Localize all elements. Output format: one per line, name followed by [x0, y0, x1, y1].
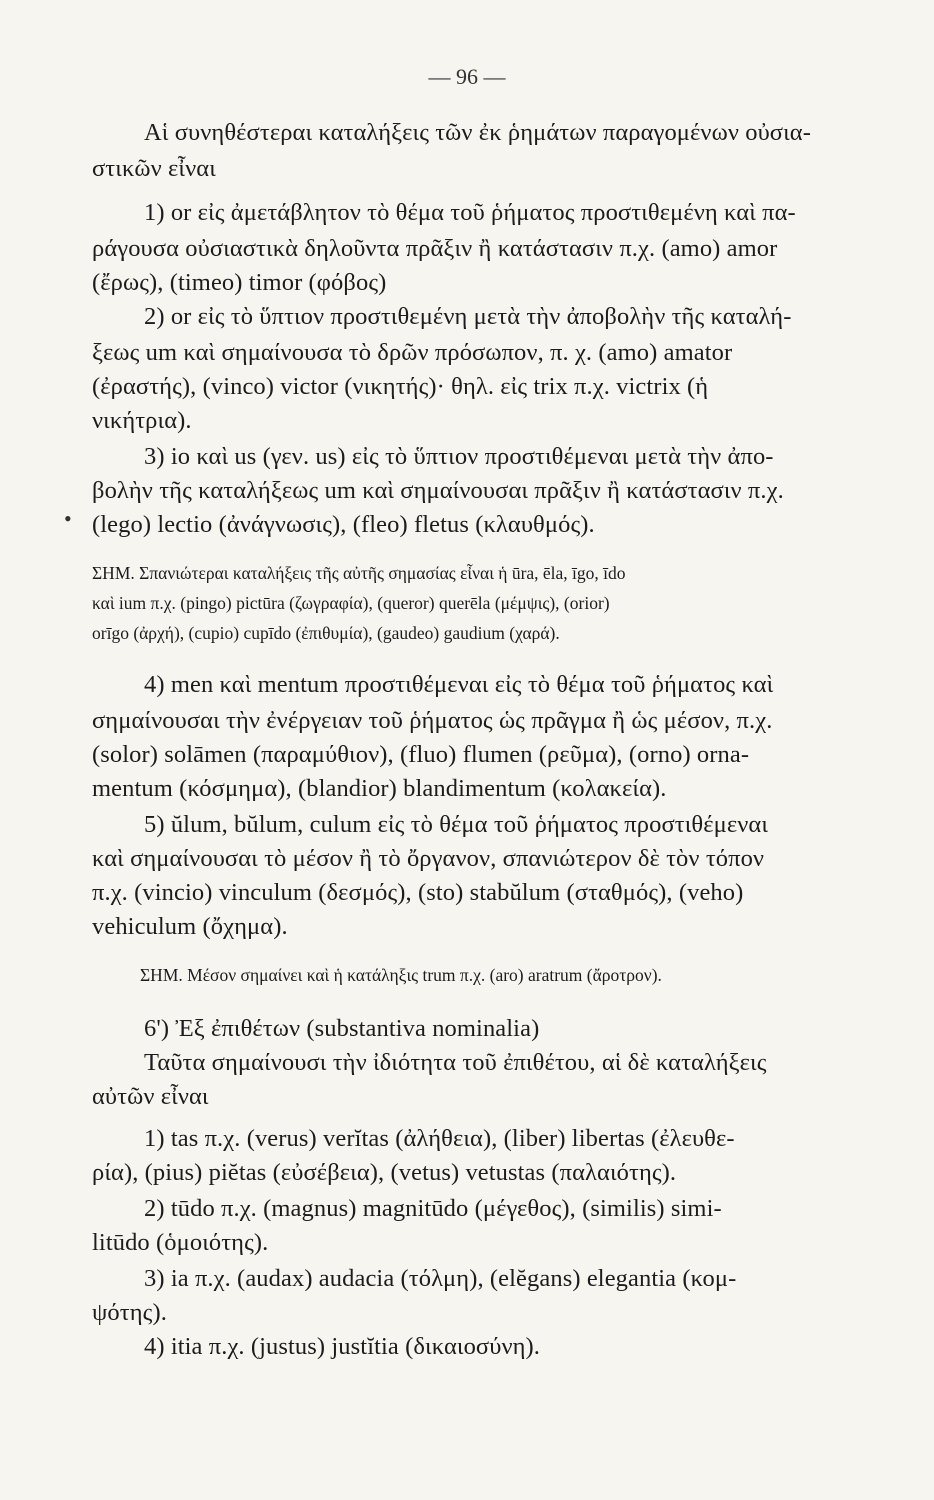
- text-line: mentum (κόσμημα), (blandior) blandimentum (κολακεία).: [92, 775, 667, 802]
- text-line: 4) men καὶ mentum προστιθέμεναι εἰς τὸ θέμα τοῦ ῥήματος καὶ: [144, 671, 774, 698]
- text-line: 5) ŭlum, bŭlum, culum εἰς τὸ θέμα τοῦ ῥήματος προστιθέμεναι: [144, 811, 769, 838]
- note-line: orīgo (ἀρχή), (cupio) cupīdo (ἐπιθυμία), (gaudeo) gaudium (χαρά).: [92, 623, 560, 643]
- text-line: 1) or εἰς ἀμετάβλητον τὸ θέμα τοῦ ῥήματος προστιθεμένη καὶ πα-: [144, 199, 796, 226]
- text-line: νικήτρια).: [92, 407, 192, 434]
- text-line: 3) ia π.χ. (audax) audacia (τόλμη), (elĕgans) elegantia (κομ-: [144, 1265, 737, 1292]
- text-line: vehiculum (ὄχημα).: [92, 913, 288, 940]
- note-line: καὶ ium π.χ. (pingo) pictūra (ζωγραφία), (queror) querēla (μέμψις), (orior): [92, 593, 610, 613]
- text-line: 2) tūdo π.χ. (magnus) magnitūdo (μέγεθος), (similis) simi-: [144, 1195, 722, 1222]
- text-line: (solor) solāmen (παραμύθιον), (fluo) flumen (ρεῦμα), (orno) orna-: [92, 741, 750, 768]
- text-line: βολὴν τῆς καταλήξεως um καὶ σημαίνουσαι πρᾶξιν ἢ κατάστασιν π.χ.: [92, 477, 784, 504]
- text-line: π.χ. (vincio) vinculum (δεσμός), (sto) stabŭlum (σταθμός), (veho): [92, 879, 744, 906]
- text-line: σημαίνουσαι τὴν ἐνέργειαν τοῦ ῥήματος ὡς πρᾶγμα ἢ ὡς μέσον, π.χ.: [92, 707, 773, 734]
- text-line: καὶ σημαίνουσαι τὸ μέσον ἢ τὸ ὄργανον, σπανιώτερον δὲ τὸν τόπον: [92, 845, 765, 872]
- text-line: (ἐραστής), (vinco) victor (νικητής)· θηλ. εἰς trix π.χ. victrix (ἡ: [92, 373, 709, 400]
- text-line: Αἱ συνηθέστεραι καταλήξεις τῶν ἐκ ῥημάτων παραγομένων οὐσια-: [144, 119, 811, 146]
- page-number: — 96 —: [428, 64, 506, 89]
- text-line: 1) tas π.χ. (verus) verĭtas (ἀλήθεια), (liber) libertas (ἐλευθε-: [144, 1125, 735, 1152]
- text-line: (lego) lectio (ἀνάγνωσις), (fleo) fletus (κλαυθμός).: [92, 511, 595, 538]
- text-line: (ἔρως), (timeo) timor (φόβος): [92, 269, 387, 296]
- note-line: ΣΗΜ. Σπανιώτεραι καταλήξεις τῆς αὐτῆς σημασίας εἶναι ἡ ūra, ēla, īgo, īdo: [92, 563, 626, 583]
- text-line: στικῶν εἶναι: [92, 155, 216, 182]
- text-line: litūdo (ὁμοιότης).: [92, 1229, 269, 1256]
- section-heading: 6') Ἐξ ἐπιθέτων (substantiva nominalia): [144, 1015, 540, 1042]
- text-line: Ταῦτα σημαίνουσι τὴν ἰδιότητα τοῦ ἐπιθέτου, αἱ δὲ καταλήξεις: [144, 1049, 767, 1076]
- text-line: 2) or εἰς τὸ ὕπτιον προστιθεμένη μετὰ τὴν ἀποβολὴν τῆς καταλή-: [144, 303, 792, 330]
- text-line: 3) io καὶ us (γεν. us) εἰς τὸ ὕπτιον προστιθέμεναι μετὰ τὴν ἀπο-: [144, 443, 774, 470]
- text-line: ράγουσα οὐσιαστικὰ δηλοῦντα πρᾶξιν ἢ κατάστασιν π.χ. (amo) amor: [92, 235, 778, 262]
- text-line: ψότης).: [92, 1299, 167, 1326]
- text-line: ξεως um καὶ σημαίνουσα τὸ δρῶν πρόσωπον, π. χ. (amo) amator: [92, 339, 733, 366]
- text-line: 4) itia π.χ. (justus) justĭtia (δικαιοσύνη).: [144, 1333, 541, 1360]
- note-line: ΣΗΜ. Μέσον σημαίνει καὶ ἡ κατάληξις trum π.χ. (aro) aratrum (ἄροτρον).: [140, 965, 662, 985]
- text-line: αὐτῶν εἶναι: [92, 1083, 209, 1110]
- text-line: ρία), (pius) piĕtas (εὐσέβεια), (vetus) vetustas (παλαιότης).: [92, 1159, 677, 1186]
- margin-bullet: •: [64, 506, 72, 531]
